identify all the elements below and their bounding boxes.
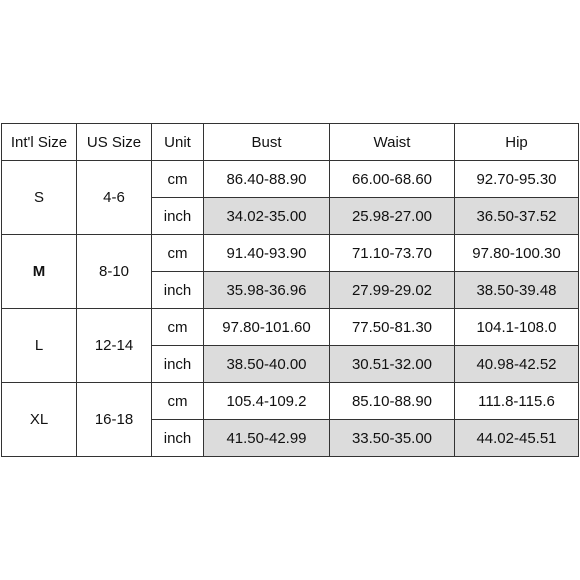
waist-cell: 66.00-68.60: [330, 161, 455, 198]
header-unit: Unit: [152, 124, 204, 161]
unit-cell: cm: [152, 383, 204, 420]
us-size-cell: 8-10: [77, 235, 152, 309]
intl-size-cell: M: [2, 235, 77, 309]
table-row: [2, 161, 579, 198]
header-bust: Bust: [204, 124, 330, 161]
waist-cell: 25.98-27.00: [330, 198, 455, 235]
waist-cell: 85.10-88.90: [330, 383, 455, 420]
bust-cell: 34.02-35.00: [204, 198, 330, 235]
bust-cell: 35.98-36.96: [204, 272, 330, 309]
unit-cell: cm: [152, 235, 204, 272]
waist-cell: 71.10-73.70: [330, 235, 455, 272]
hip-cell: 97.80-100.30: [455, 235, 579, 272]
bust-cell: 91.40-93.90: [204, 235, 330, 272]
hip-cell: 40.98-42.52: [455, 346, 579, 383]
waist-cell: 27.99-29.02: [330, 272, 455, 309]
unit-cell: cm: [152, 161, 204, 198]
table-row: [2, 235, 579, 272]
waist-cell: 77.50-81.30: [330, 309, 455, 346]
bust-cell: 41.50-42.99: [204, 420, 330, 457]
waist-cell: 30.51-32.00: [330, 346, 455, 383]
hip-cell: 44.02-45.51: [455, 420, 579, 457]
us-size-cell: 16-18: [77, 383, 152, 457]
intl-size-cell: XL: [2, 383, 77, 457]
size-chart-table: [1, 123, 579, 457]
unit-cell: inch: [152, 420, 204, 457]
header-us-size: US Size: [77, 124, 152, 161]
us-size-cell: 4-6: [77, 161, 152, 235]
hip-cell: 104.1-108.0: [455, 309, 579, 346]
bust-cell: 86.40-88.90: [204, 161, 330, 198]
intl-size-cell: S: [2, 161, 77, 235]
unit-cell: inch: [152, 272, 204, 309]
bust-cell: 38.50-40.00: [204, 346, 330, 383]
waist-cell: 33.50-35.00: [330, 420, 455, 457]
bust-cell: 105.4-109.2: [204, 383, 330, 420]
hip-cell: 92.70-95.30: [455, 161, 579, 198]
unit-cell: inch: [152, 346, 204, 383]
table-row: [2, 383, 579, 420]
hip-cell: 111.8-115.6: [455, 383, 579, 420]
unit-cell: cm: [152, 309, 204, 346]
hip-cell: 38.50-39.48: [455, 272, 579, 309]
intl-size-cell: L: [2, 309, 77, 383]
unit-cell: inch: [152, 198, 204, 235]
us-size-cell: 12-14: [77, 309, 152, 383]
hip-cell: 36.50-37.52: [455, 198, 579, 235]
header-waist: Waist: [330, 124, 455, 161]
header-hip: Hip: [455, 124, 579, 161]
header-intl-size: Int'l Size: [2, 124, 77, 161]
header-row: [2, 124, 579, 161]
table-body: [2, 161, 579, 457]
table-row: [2, 309, 579, 346]
bust-cell: 97.80-101.60: [204, 309, 330, 346]
